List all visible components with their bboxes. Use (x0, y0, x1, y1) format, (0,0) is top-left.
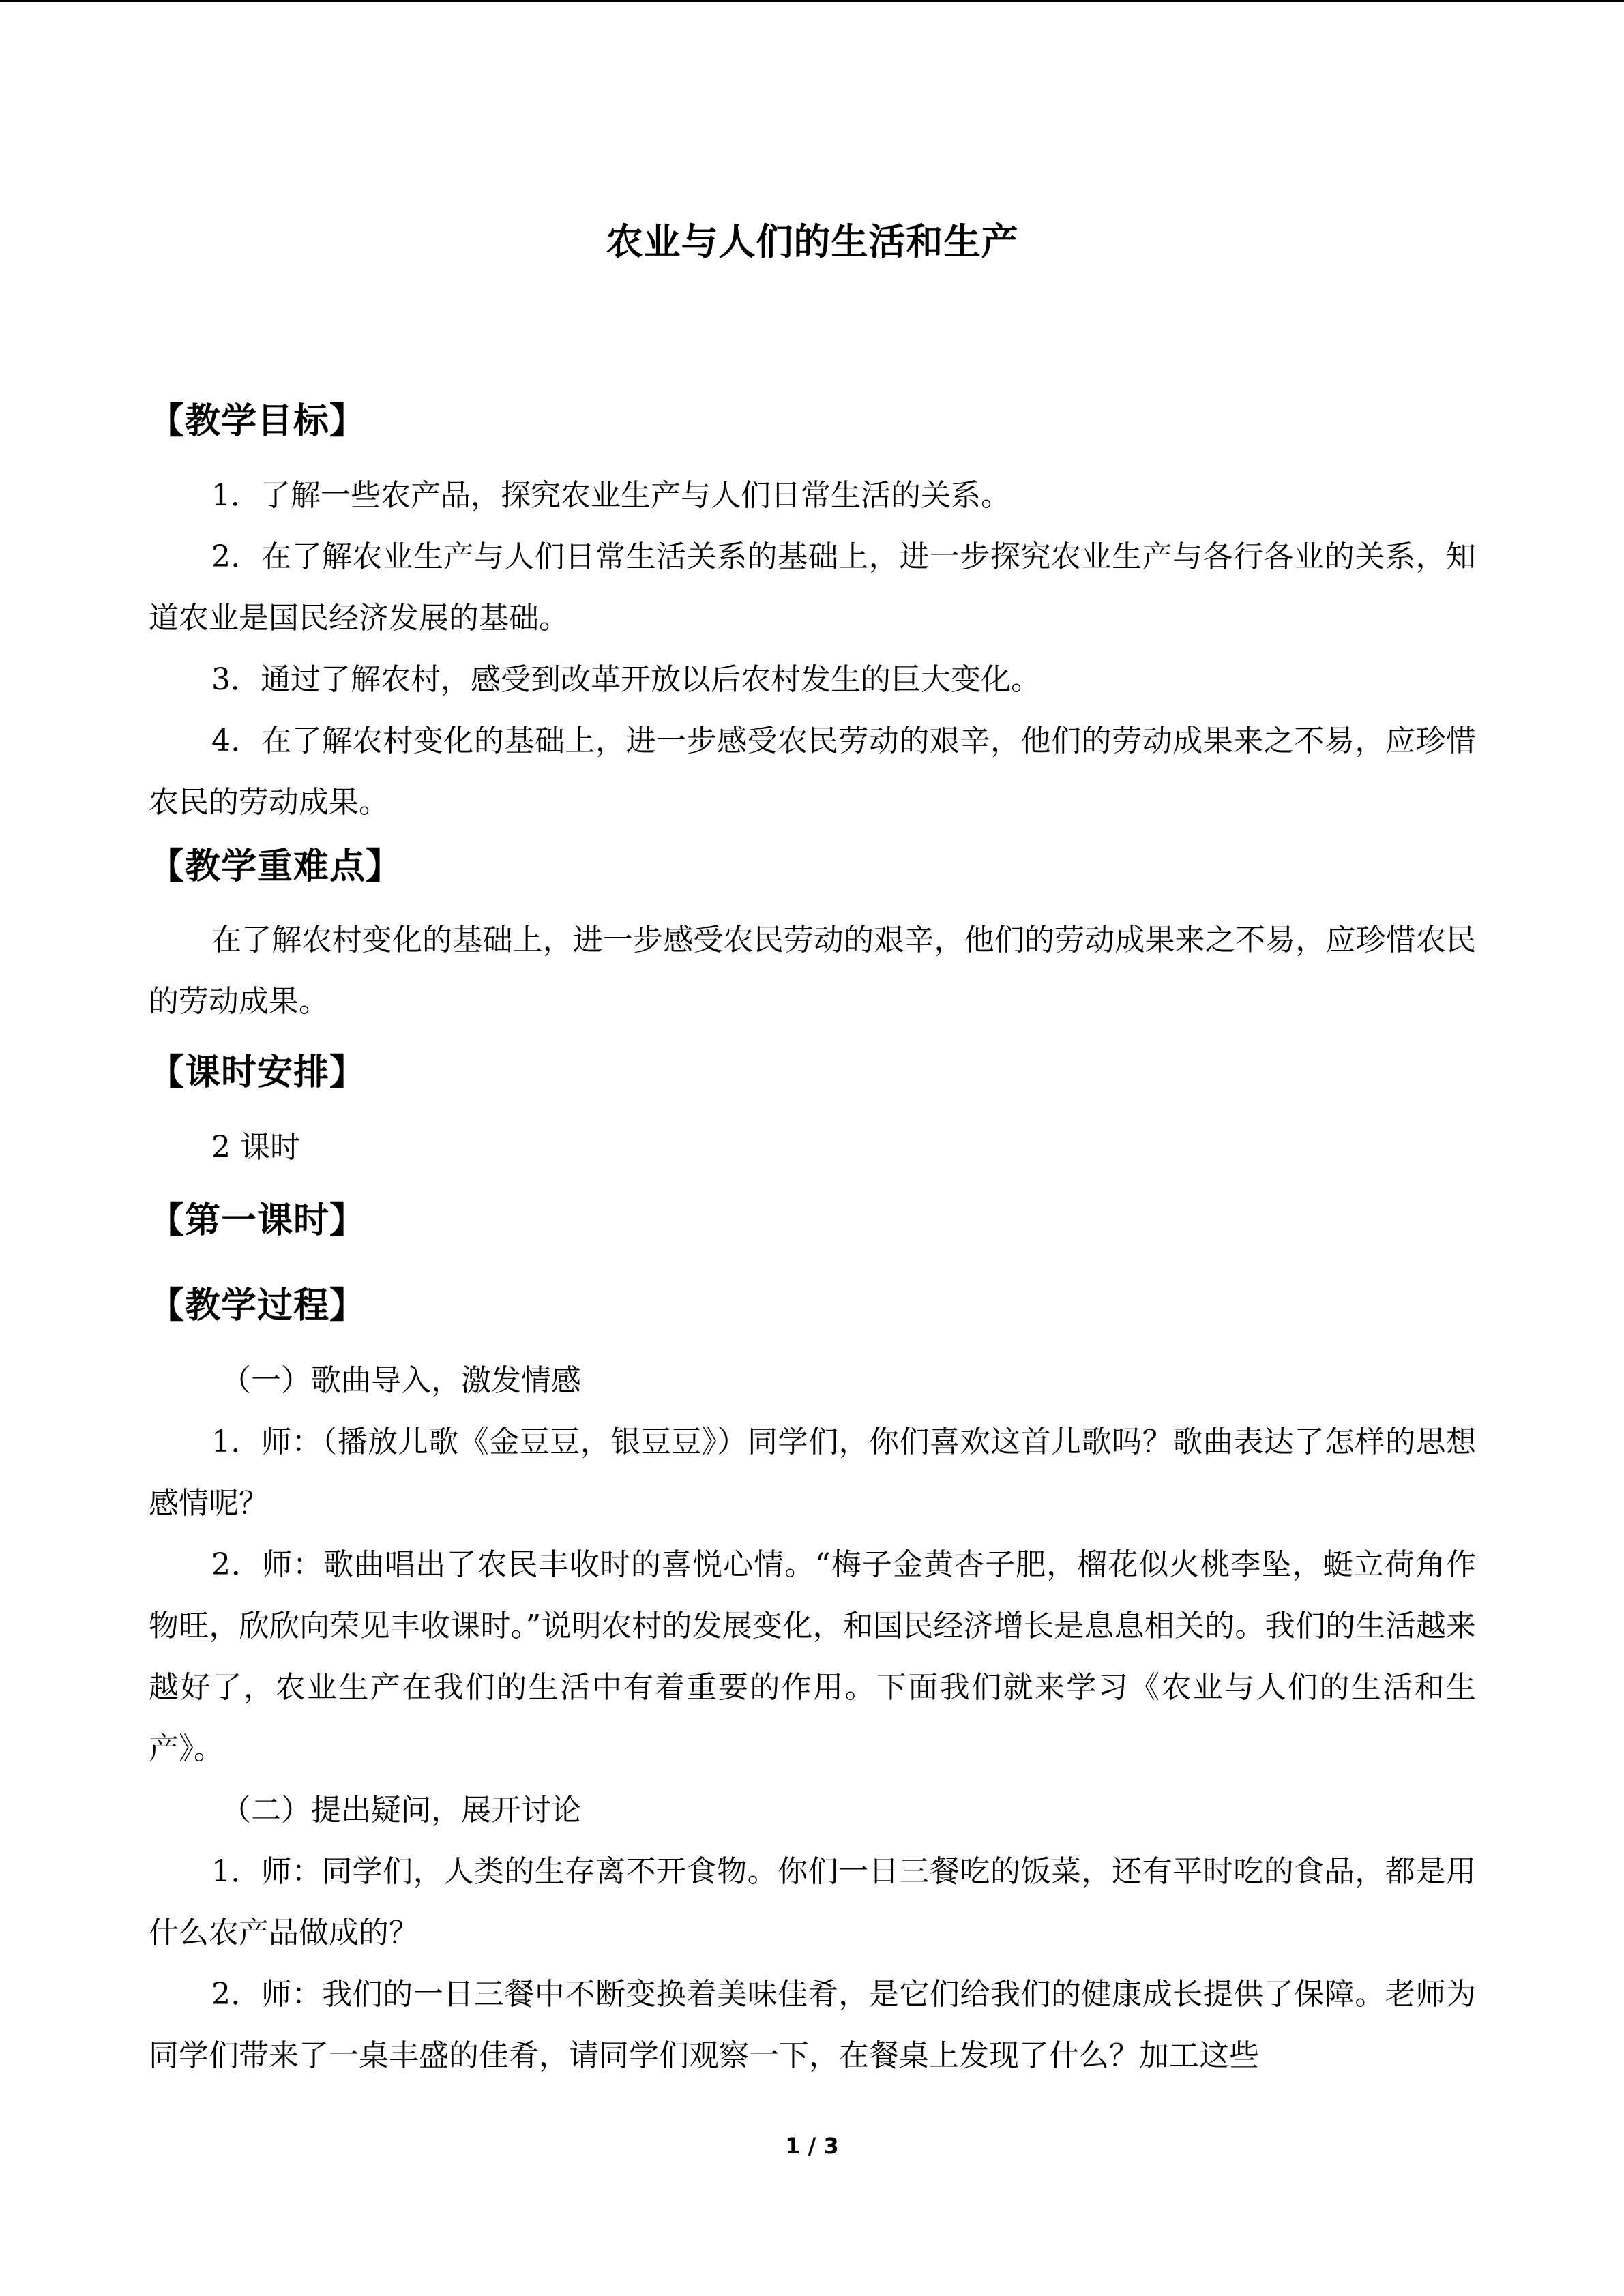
process-paragraph-1: 1．师：（播放儿歌《金豆豆，银豆豆》）同学们，你们喜欢这首儿歌吗？歌曲表达了怎样的思想感情呢？ (149, 1425, 1476, 1521)
page-number: 1 / 3 (785, 2133, 839, 2159)
objective-item-1: 1．了解一些农产品，探究农业生产与人们日常生活的关系。 (211, 478, 1011, 513)
heading-objectives: 【教学目标】 (149, 401, 366, 442)
key-points-text: 在了解农村变化的基础上，进一步感受农民劳动的艰辛，他们的劳动成果来之不易，应珍惜农民的劳动成果。 (149, 923, 1476, 1019)
process-paragraph-4: 2．师：我们的一日三餐中不断变换着美味佳肴，是它们给我们的健康成长提供了保障。老师为同学们带来了一桌丰盛的佳肴，请同学们观察一下，在餐桌上发现了什么？加工这些 (149, 1977, 1476, 2073)
objective-item-2: 2．在了解农业生产与人们日常生活关系的基础上，进一步探究农业生产与各行各业的关系，知道农业是国民经济发展的基础。 (149, 539, 1476, 636)
schedule-text: 2 课时 (211, 1130, 300, 1165)
objective-item-4: 4．在了解农村变化的基础上，进一步感受农民劳动的艰辛，他们的劳动成果来之不易，应珍惜农民的劳动成果。 (149, 724, 1476, 820)
process-paragraph-2: 2．师：歌曲唱出了农民丰收时的喜悦心情。“梅子金黄杏子肥，榴花似火桃李坠，蜓立荷角作物旺，欣欣向荣见丰收课时。”说明农村的发展变化，和国民经济增长是息息相关的。我们的生活越来越好了，农业生产在我们的生活中有着重要的作用。下面我们就来学习《农业与人们的生活和生产》。 (149, 1547, 1476, 1766)
process-subheading-2: （二）提出疑问，展开讨论 (221, 1793, 581, 1828)
heading-first-lesson: 【第一课时】 (149, 1200, 366, 1241)
heading-key-points: 【教学重难点】 (149, 846, 402, 887)
document-title: 农业与人们的生活和生产 (606, 220, 1019, 263)
top-border (0, 0, 1624, 2)
process-paragraph-3: 1．师：同学们，人类的生存离不开食物。你们一日三餐吃的饭菜，还有平时吃的食品，都是用什么农产品做成的？ (149, 1854, 1476, 1950)
objective-item-3: 3．通过了解农村，感受到改革开放以后农村发生的巨大变化。 (211, 662, 1041, 697)
heading-process: 【教学过程】 (149, 1285, 366, 1326)
heading-schedule: 【课时安排】 (149, 1052, 366, 1093)
process-subheading-1: （一）歌曲导入，激发情感 (221, 1363, 581, 1398)
